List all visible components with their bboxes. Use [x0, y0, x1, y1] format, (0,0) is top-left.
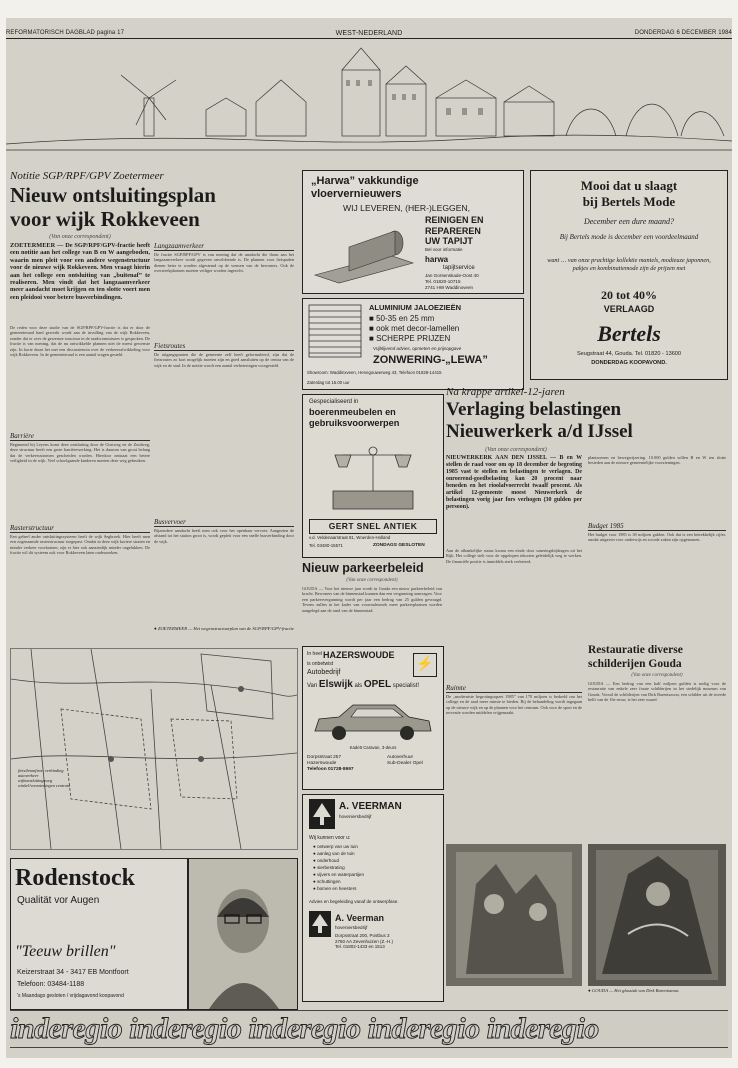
main-article-body-5: De uitgangspunten die de gemeente zelf heeft geformuleerd, zijn dat de fietsroutes zo kort mogelijk moeten zijn en goed aansluiten op de centra van de wijk en de stad. In de notitie wordt een aantal verbeteringen voorgesteld. [154, 352, 294, 368]
verlaging-body-2: De „moderniste begrotingsopzet 1985” van 170 miljoen is bedoeld om het college en de raad meer ruimte te bieden. Bij de behandeling wordt ingegaan op de nieuwe wijk en op de plannen voor het centrum. Ook voor de sport en de recreatie worden middelen vrijgemaakt. [446, 694, 582, 716]
haz-town: HAZERSWOUDE [323, 650, 395, 660]
haz-car-caption: Kadett Caravan, 3-deurs [349, 745, 397, 750]
verlaging-title-1: Verlaging belastingen [446, 399, 622, 420]
jaloezie-bullets [369, 314, 459, 344]
bertels-body: want … van onze prachtige kollektie mantels, modieuze japonnen, pakjes en kombinatiemode zijn de prijzen met [547, 257, 711, 272]
veerman-item: ● sierbestrating [313, 865, 345, 870]
haz-line1: In heel [307, 651, 323, 657]
haz-line2: is onbetwist [307, 661, 334, 667]
jaloezie-bullet: ■ SCHERPE PRIJZEN [369, 334, 451, 343]
windmill-icon [121, 75, 176, 136]
section-rasterstructuur: Rasterstructuur [10, 524, 150, 533]
verlaging-byline: (Van onze correspondent) [485, 447, 547, 453]
verlaging-lead: NIEUWERKERK AAN DEN IJSSEL — B en W stellen de raad voor om op 18 december de begroting 1985 vast te stellen en belastingen te verlagen. De onroerend-goedbelasting kan 20 procent naar beneden en het rioolafvoerrecht twaalf procent. Als artikel 12-gemeente moest Nieuwerkerk de belastingen vorig jaar fors verhogen (30 gulden per persoon). [446, 455, 582, 510]
map-legend [18, 768, 94, 788]
harwa-title-2: vloervernieuwers [311, 188, 402, 200]
harwa-service: REINIGEN EN [425, 215, 484, 225]
parkeer-byline: (Van onze correspondent) [346, 578, 398, 583]
blinds-icon [307, 303, 363, 359]
bertels-discount: 20 tot 40% [601, 288, 657, 302]
main-article-title-2: voor wijk Rokkeveen [10, 207, 200, 231]
header-left: REFORMATORISCH DAGBLAD pagina 17 [6, 30, 125, 36]
parkeer-title: Nieuw parkeerbeleid [302, 561, 424, 575]
harwa-service: UW TAPIJT [425, 236, 473, 246]
restauratie-photo-1 [446, 844, 582, 986]
map-legend-item: winkel/voorzieningen centrum [18, 783, 70, 788]
main-article-byline: (Van onze correspondent) [49, 234, 111, 240]
ad-bertels [530, 170, 728, 380]
haz-services: Autoverhuur Sub-Dealer Opel [387, 755, 423, 766]
veerman-name-2: A. Veerman [335, 913, 385, 923]
jaloezie-bullet: ■ 50-35 en 25 mm [369, 314, 435, 323]
jaloezie-title: ALUMINIUM JALOEZIEËN [369, 303, 462, 312]
harwa-phone: Tel. 01820-10715 [425, 278, 461, 284]
gert-address: v.d. Veldenaarstraat 81, Woerden-Holland [309, 535, 391, 540]
main-article-body-4: De fractie SGP/RPF/GPV is van mening dat de aandacht die thans aan het langzaamverkeer wordt gegeven onvoldoende is. De plannen voor fietspaden dienen beter te worden afgestemd op de wensen van de bewoners. Ook de oversteekplaatsen moeten veiliger worden ingericht. [154, 252, 294, 274]
bertels-title-2: bij Bertels Mode [582, 194, 676, 209]
harwa-address-2: 2741 HW Waddinxveen [425, 285, 474, 290]
restauratie-body: GOUDA — Een bedrag van een half miljoen gulden is nodig voor de restauratie van enkele zeer fraaie schilderijen in het stedelijk museum van Gouda. Vooral de schilderijen van Dirk Barentszoon, een schilder uit de tweede helft van de 16e eeuw, is het zeer waard. [588, 681, 726, 703]
bertels-title-1: Mooi dat u slaagt [580, 178, 678, 193]
skyline-illustration [6, 40, 732, 154]
verlaging-title-2: Nieuwerkerk a/d IJssel [446, 421, 633, 442]
veerman-name: A. VEERMAN [339, 801, 402, 812]
gert-closed: ZONDAGS GESLOTEN [373, 543, 425, 548]
ad-rodenstock [10, 858, 188, 1010]
restauratie-photo-2 [588, 844, 726, 986]
gert-title: boerenmeubelen en gebruiksvoorwerpen [309, 407, 400, 428]
jaloezie-footer: Showroom: Waddinxveen, Henegouwerweg 43, Telefoon 01828-14415 [307, 370, 442, 375]
car-icon [309, 697, 437, 743]
ad-hazerswoude [302, 646, 444, 790]
map-legend-item: autoverkeer [18, 773, 39, 778]
haz-dealer-name: Elswijk [318, 679, 353, 690]
veerman-intro: Wij kunnen voor u: [309, 835, 351, 841]
bertels-subline: Bij Bertels mode is december een voordeelmaand [559, 233, 699, 241]
gert-brand: GERT SNEL ANTIEK [328, 521, 418, 531]
restauratie-title-1: Restauratie diverse [588, 644, 683, 656]
harwa-title-1: „Harwa” vakkundige [311, 175, 419, 187]
main-article-lead: ZOETERMEER — De SGP/RPF/GPV-fractie heeft een notitie aan het college van B en W aangeboden, waarin men pleit voor een andere wegenstructuur voor de nieuwe wijk Rokkeveen. Men vraagt hierin aan het college een ontsluiting van „buitenaf” te realiseren. Men vindt dat het langzaamverkeer meer aandacht moet krijgen en ten slotte voert men een pleidooi voor betere busverbindingen. [10, 242, 150, 301]
harwa-service: REPAREREN [425, 225, 481, 236]
harwa-note: Bel voor informatie [425, 247, 463, 252]
restauratie-byline: (Van onze correspondent) [631, 673, 683, 678]
veerman-item: ● ontwerp van uw tuin [313, 844, 358, 849]
header-center: WEST-NEDERLAND [335, 30, 403, 37]
main-article-kicker: Notitie SGP/RPF/GPV Zoetermeer [10, 170, 164, 182]
section-ruimte: Ruimte [446, 684, 582, 693]
restauratie-title-2: schilderijen Gouda [588, 658, 682, 670]
header-rule [6, 38, 732, 39]
haz-line4: Van Elswijk als OPEL specialist! [307, 679, 420, 690]
section-budget: Budget 1985 [588, 522, 726, 531]
verlaging-body-4: Het budget voor 1985 is 38 miljoen gulden. Ook dat is een betrekkelijk cijfer, omdat uitgaven voor onderwijs en sociale zaken zijn opgenomen. [588, 532, 726, 543]
newspaper-page [6, 18, 732, 1058]
verlaging-kicker: Na krappe artikel-12-jaren [446, 386, 565, 398]
harwa-services [425, 215, 484, 247]
verlaging-body: Aan de afhankelijke status kwam een einde door saneringsbijdragen uit het Rijk. Het college stelt voor de opgelopen tekorten geleidelijk weg te werken. De financiële positie is inmiddels sterk verbeterd. [446, 548, 582, 564]
tree-icon-small [309, 911, 331, 937]
section-fietsroutes: Fietsroutes [154, 342, 294, 351]
opel-logo-icon: ⚡ [413, 653, 437, 677]
bertels-logo: Bertels [597, 321, 661, 346]
veerman-item: ● vijvers en waterpartijen [313, 872, 365, 877]
restauratie-photo-caption: ● GOUDA — Het glasstuk van Dirk Barentszoon. [588, 988, 680, 993]
veerman-item: ● onderhoud [313, 858, 340, 863]
rodenstock-photo [188, 858, 298, 1010]
veerman-item: ● bomen en heesters [313, 886, 357, 891]
footer-banner [10, 1010, 728, 1048]
main-article-body-6: Bijzondere aandacht heeft men ook voor het openbaar vervoer. Aangezien de afstand tot het station groot is, wordt gepleit voor een snelle busverbinding door de wijk. [154, 528, 294, 544]
section-barriere: Barrière [10, 432, 150, 441]
rodenstock-tagline: Qualität vor Augen [17, 895, 100, 906]
footer-banner-text: inderegio inderegio inderegio inderegio inderegio [10, 1012, 599, 1045]
rodenstock-address: Keizerstraat 34 - 3417 EB Montfoort [17, 969, 129, 976]
main-article-body-3: Een geheel ander ontsluitingssysteem heeft de wijk Segbroek. Hier heeft men een zogenaamde rasterstructuur toegepast. Omdat in deze wijk kortere straten en minder verkeer voorkomen, zijn er hier ook aanzienlijk minder ongelukken. De fractie wil dit systeem ook voor Rokkeveen laten onderzoeken. [10, 534, 150, 556]
veerman-sub: hoveniersbedrijf [339, 814, 372, 819]
gert-brand-box [309, 519, 437, 534]
veerman-footer: Advies en begeleiding vanaf de ontwerpfase. [309, 899, 399, 904]
ad-harwa [302, 170, 524, 294]
map-caption: ● ZOETERMEER — Het wegenstructuurplan van de SGP/RPF/GPV-fractie [154, 626, 294, 631]
veerman-address: Dorpsstraat 200, Postbus 3 2760 AA Zevenhuizen (Z.-H.) Tel. 01802-1433 en 1513 [335, 933, 394, 950]
carpet-roll-icon [309, 215, 419, 285]
gert-intro: Gespecialiseerd in [309, 399, 359, 405]
map-legend-item: wijkontsluitingsweg [18, 778, 53, 783]
veerman-sub-2: hoveniersbedrijf [335, 925, 368, 930]
bertels-address: Seugstraat 44, Gouda. Tel. 01820 - 13600 [576, 351, 682, 357]
harwa-address [425, 273, 479, 284]
parkeer-body: GOUDA — Voor het nieuwe jaar wordt in Gouda een nieuw parkeerbeleid van kracht. Bewoners van de binnenstad kunnen dan een vergunning aanvragen. Voor een parkeervergunning wordt per jaar een bedrag van 25 gulden gevraagd. Tevens zullen in het kader van vooronderzoek meer parkeerplaatsen worden aangelegd aan de rand van de binnenstad. [302, 586, 442, 613]
jaloezie-note: Vrijblijvend advies, opmeten en prijsopgave [373, 346, 462, 351]
jaloezie-brand: ZONWERING-„LEWA” [373, 354, 488, 366]
tree-icon [309, 799, 335, 829]
section-langzaamverkeer: Langzaamverkeer [154, 242, 294, 251]
bertels-koopavond: DONDERDAG KOOPAVOND. [591, 360, 667, 366]
gert-phone: Tel. 03480-15571 [309, 543, 343, 548]
harwa-address-1: Jan Gorsenskade-Oost 40 [425, 273, 479, 278]
main-article-title-1: Nieuw ontsluitingsplan [10, 183, 216, 207]
map-legend-item: fiets/bromfiets- verbinding [18, 768, 64, 773]
haz-line3: Autobedrijf [307, 669, 341, 676]
ad-veerman [302, 794, 444, 1002]
rodenstock-shop: "Teeuw brillen" [15, 943, 116, 960]
veerman-services [313, 843, 364, 892]
bertels-verlaagd: VERLAAGD [603, 304, 655, 314]
rodenstock-brand: Rodenstock [15, 865, 136, 891]
rodenstock-note: 's Maandags gesloten / vrijdagavond koopavond [17, 993, 124, 999]
jaloezie-bullet: ■ ook met decor-lamellen [369, 324, 460, 333]
harwa-brand: harwa [425, 255, 449, 264]
rodenstock-phone: Telefoon: 03484-1188 [17, 981, 85, 988]
haz-brand: OPEL [363, 679, 392, 690]
haz-address: Dorpsstraat 257 Hazerswoude Telefoon 01728-8697 [307, 755, 354, 772]
jaloezie-saturday: Zaterdag tot 15.00 uur [307, 380, 350, 385]
main-article-body-1: De reden voor deze studie van de SGP/RPF/GPV-fractie is dat er door de gemeenteraad hard gewerkt wordt aan de invulling van de wijk Rokkeveen, zonder dat er over de gewenste structuur in de raadscommissies is gesproken. De fractie is van mening, dat de nu ontwikkelde plannen niet de meest gewenste zijn. In korte duurt het met een discussienota over de verkeersafwikkeling voor wijk Rokkeveen. In de gemeenteraad is een aantal vragen gesteld. [10, 325, 150, 358]
veerman-item: ● schuttingen [313, 879, 341, 884]
veerman-item: ● aanleg van de tuin [313, 851, 355, 856]
ad-jaloezieen [302, 298, 524, 390]
header-right: DONDERDAG 6 DECEMBER 1984 [634, 30, 732, 36]
ad-gert-snel [302, 394, 444, 558]
bertels-question: December een dure maand? [583, 217, 675, 226]
scale-antique-icon [313, 437, 433, 513]
main-article-body-2: Beginnend bij Leyens komt deze ontsluiting door de Oostweg en de Zuidweg, deze structuur heeft een grote barrièrewerking. Het is daarom van groot belang dat de verkeersstromen gescheiden worden. Hierdoor ontstaat een betere veiligheid in de wijk. Veel schoolgaande kinderen moeten deze weg gebruiken. [10, 442, 150, 464]
road-map [10, 648, 298, 850]
harwa-brand-2: tapijtservice [443, 265, 475, 271]
section-busvervoer: Busvervoer [154, 518, 294, 527]
harwa-tagline: WIJ LEVEREN, (HER-)LEGGEN, [343, 203, 471, 213]
verlaging-body-3: plantsoenen en bewegwijzering. 10.000 gulden willen B en W ten slotte besteden aan de nieuwe gemeentelijke voorzieningen. [588, 455, 726, 466]
